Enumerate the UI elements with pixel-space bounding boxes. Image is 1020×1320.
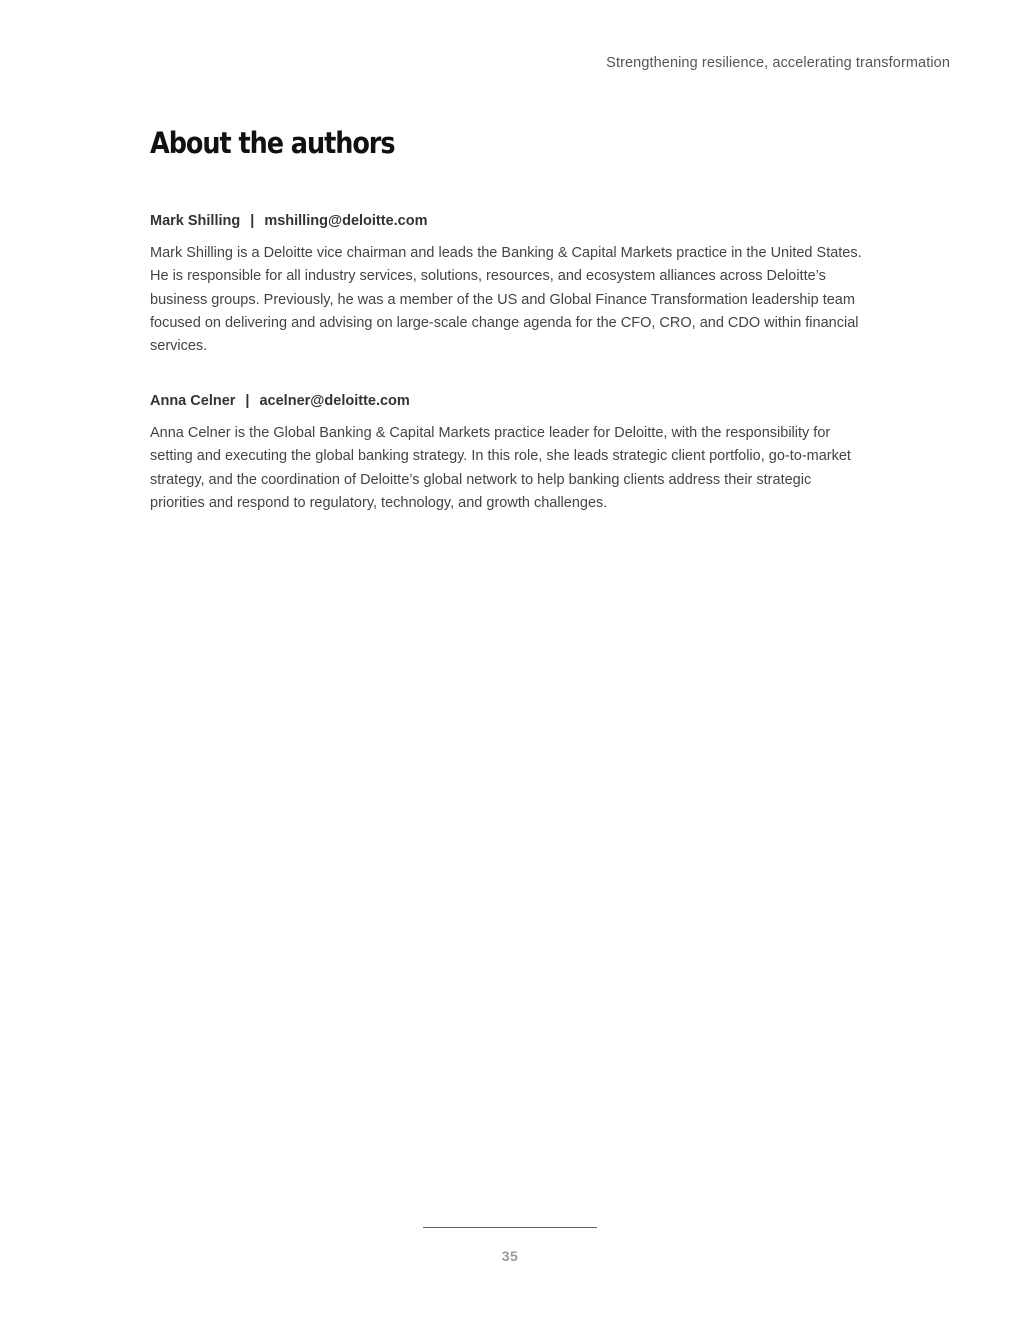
footer-divider <box>423 1227 597 1228</box>
author-section-mark-shilling <box>150 211 870 358</box>
page-number: 35 <box>501 1248 519 1264</box>
author-heading <box>150 391 870 411</box>
author-section-anna-celner <box>150 391 870 515</box>
author-email-link[interactable]: mshilling@deloitte.com <box>264 213 428 229</box>
author-name: Mark Shilling <box>150 213 241 229</box>
author-heading <box>150 211 870 231</box>
author-email-link[interactable]: acelner@deloitte.com <box>259 393 410 409</box>
author-name: Anna Celner <box>150 393 236 409</box>
running-header: Strengthening resilience, accelerating transformation <box>606 55 950 71</box>
separator: | <box>250 213 255 229</box>
page-title: About the authors <box>150 126 395 160</box>
author-bio: Anna Celner is the Global Banking & Capital Markets practice leader for Deloitte, with the responsibility for setting and executing the global banking strategy. In this role, she leads strategic client portfolio, go-to-market strategy, and the coordination of Deloitte’s global network to help banking clients address their strategic priorities and respond to regulatory, technology, and growth challenges. <box>150 425 851 511</box>
separator: | <box>245 393 250 409</box>
author-bio: Mark Shilling is a Deloitte vice chairman and leads the Banking & Capital Markets practice in the United States. He is responsible for all industry services, solutions, resources, and ecosystem alliances across Deloitte’s business groups. Previously, he was a member of the US and Global Finance Transformation leadership team focused on delivering and advising on large-scale change agenda for the CFO, CRO, and CDO within financial services. <box>150 245 862 355</box>
